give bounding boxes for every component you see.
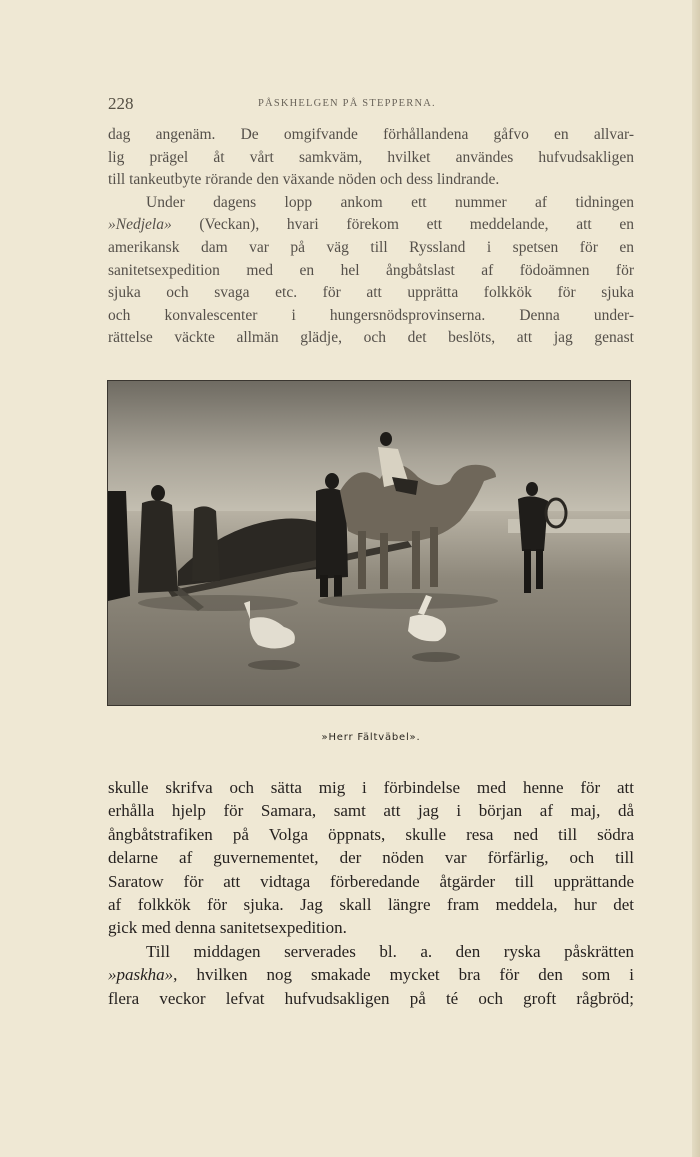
top-paragraph (108, 124, 634, 350)
text-line: Saratow för att vidtaga förberedande åtgärder till upprättande (108, 871, 634, 891)
text-line: sjuka och svaga etc. för att upprätta folkkök för sjuka (108, 284, 634, 302)
italic-title: »Nedjela» (108, 216, 172, 234)
text-line: af folkkök för sjuka. Jag skall längre fram meddela, hur det (108, 894, 634, 914)
shadow (138, 595, 298, 611)
photograph-drawing (108, 381, 630, 705)
text-fragment: , hvilken nog smakade mycket bra för den som i (173, 965, 634, 985)
text-line: erhålla hjelp för Samara, samt att jag i början af maj, då (108, 801, 634, 821)
text-line: sanitetsexpedition med en hel ångbåtslast af födoämnen för (108, 261, 634, 279)
running-title: PÅSKHELGEN PÅ STEPPERNA. (258, 98, 436, 109)
running-head (108, 94, 634, 114)
person-leg (536, 549, 543, 589)
text-fragment: (Veckan), hvari förekom ett meddelande, att en (171, 216, 634, 234)
text-line: flera veckor lefvat hufvudsakligen på té och groft rågbröd; (108, 988, 634, 1008)
person-right (518, 496, 548, 551)
text-line (108, 214, 634, 237)
person-head (325, 473, 339, 489)
page-edge-shadow (692, 0, 700, 1157)
text-line: till tankeutbyte rörande den växande nöden och dess lindrande. (108, 171, 500, 189)
person-head (151, 485, 165, 501)
figure-caption: »Herr Fältväbel». (321, 732, 421, 743)
text-line: skulle skrifva och sätta mig i förbindelse med henne för att (108, 778, 634, 797)
text-line: Till middagen serverades bl. a. den ryska påskrätten (146, 941, 634, 961)
page-number: 228 (108, 94, 134, 113)
shadow (318, 593, 498, 609)
person-back (192, 506, 220, 581)
text-line: gick med denna sanitetsexpedition. (108, 918, 347, 938)
text-line: amerikansk dam var på väg till Ryssland i spetsen för en (108, 238, 634, 256)
text-line: rättelse väckte allmän glädje, och det beslöts, att jag genast (108, 329, 634, 347)
camel-leg (380, 533, 388, 589)
person-leg (524, 549, 531, 593)
photograph-camel-scene (107, 380, 631, 706)
italic-dish-name: »paskha» (108, 965, 174, 985)
text-line: lig prägel åt vårt samkväm, hvilket användes hufvudsakligen (108, 148, 634, 166)
bottom-paragraph (108, 776, 634, 1010)
text-line: dag angenäm. De omgifvande förhållandena gåfvo en allvar- (108, 126, 634, 143)
camel-leg (430, 527, 438, 587)
person-head (526, 482, 538, 496)
person-leg (334, 575, 342, 597)
text-line: ångbåtstrafiken på Volga öppnats, skulle resa ned till södra (108, 824, 634, 844)
shadow (412, 652, 460, 662)
text-line: delarne af guvernementet, der nöden var förfärlig, och till (108, 848, 634, 868)
text-line: Under dagens lopp ankom ett nummer af tidningen (146, 193, 634, 211)
person-leg (320, 575, 328, 597)
camel-leg (412, 531, 420, 589)
person-left (138, 500, 178, 593)
shadow (248, 660, 300, 670)
text-line: och konvalescenter i hungersnödsprovinserna. Denna under- (108, 306, 634, 324)
rider-head (380, 432, 392, 446)
text-line (108, 963, 634, 986)
camel-leg (358, 531, 366, 589)
